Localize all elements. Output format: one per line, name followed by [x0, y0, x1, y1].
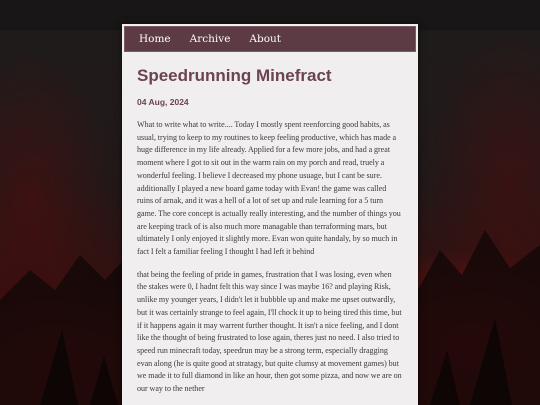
- nav-link-home[interactable]: Home: [139, 33, 171, 45]
- top-navigation: [124, 26, 416, 52]
- post-content: [122, 66, 418, 396]
- post-title: Speedrunning Minefract: [137, 66, 332, 85]
- nav-link-about[interactable]: About: [249, 33, 282, 45]
- post-paragraph: What to write what to write.... Today I mostly spent reenforcing good habits, as usual, trying to keep to my routines to keep feeling productive, which has made a huge difference in my life already. Applied for a few more jobs, and had a great moment where I got to sit out in the warm rain on my porch and read, truely a wonderful feeling. I believe I decreased my phone usuage, but I cant be sure. additionally I played a new board game today with Evan! the game was called ruins of arnak, and it was a hell of a lot of set up and rule learning for a 5 turn game. The core concept is actually really interesting, and the number of things you are keeping track of is also much more managable than terraforming mars, but ultimately I only enjoyed it slightly more. Evan won quite handaly, by so much in fact I felt a familiar feeling I thought I had left it behind: [137, 120, 401, 257]
- post-body: [137, 119, 403, 396]
- post-paragraph: that being the feeling of pride in games, frustration that I was losing, even when the stakes were 0, I hadnt felt this way since I was maybe 16? and playing Risk, unlike my younger years, I didn't let it bubbble up and make me upset outwardly, but it was certainly strange to feel again, I'll chock it up to being tired this time, but if it happens again it may warrent further thought. It isn't a nice feeling, and I dont like the thought of being frustrated to lose again, theres just no need. I also tried to speed run minecraft today, speedrun may be a strong term, especially dragging evan along (he is quite good at stratagy, but quite clumsy at movement games) but we made it to full diamond in like an hour, then got some pizza, and now we are on our way to the nether: [137, 269, 402, 394]
- post-date: 04 Aug, 2024: [137, 97, 189, 107]
- nav-link-archive[interactable]: Archive: [189, 33, 231, 45]
- blog-page: [122, 24, 418, 405]
